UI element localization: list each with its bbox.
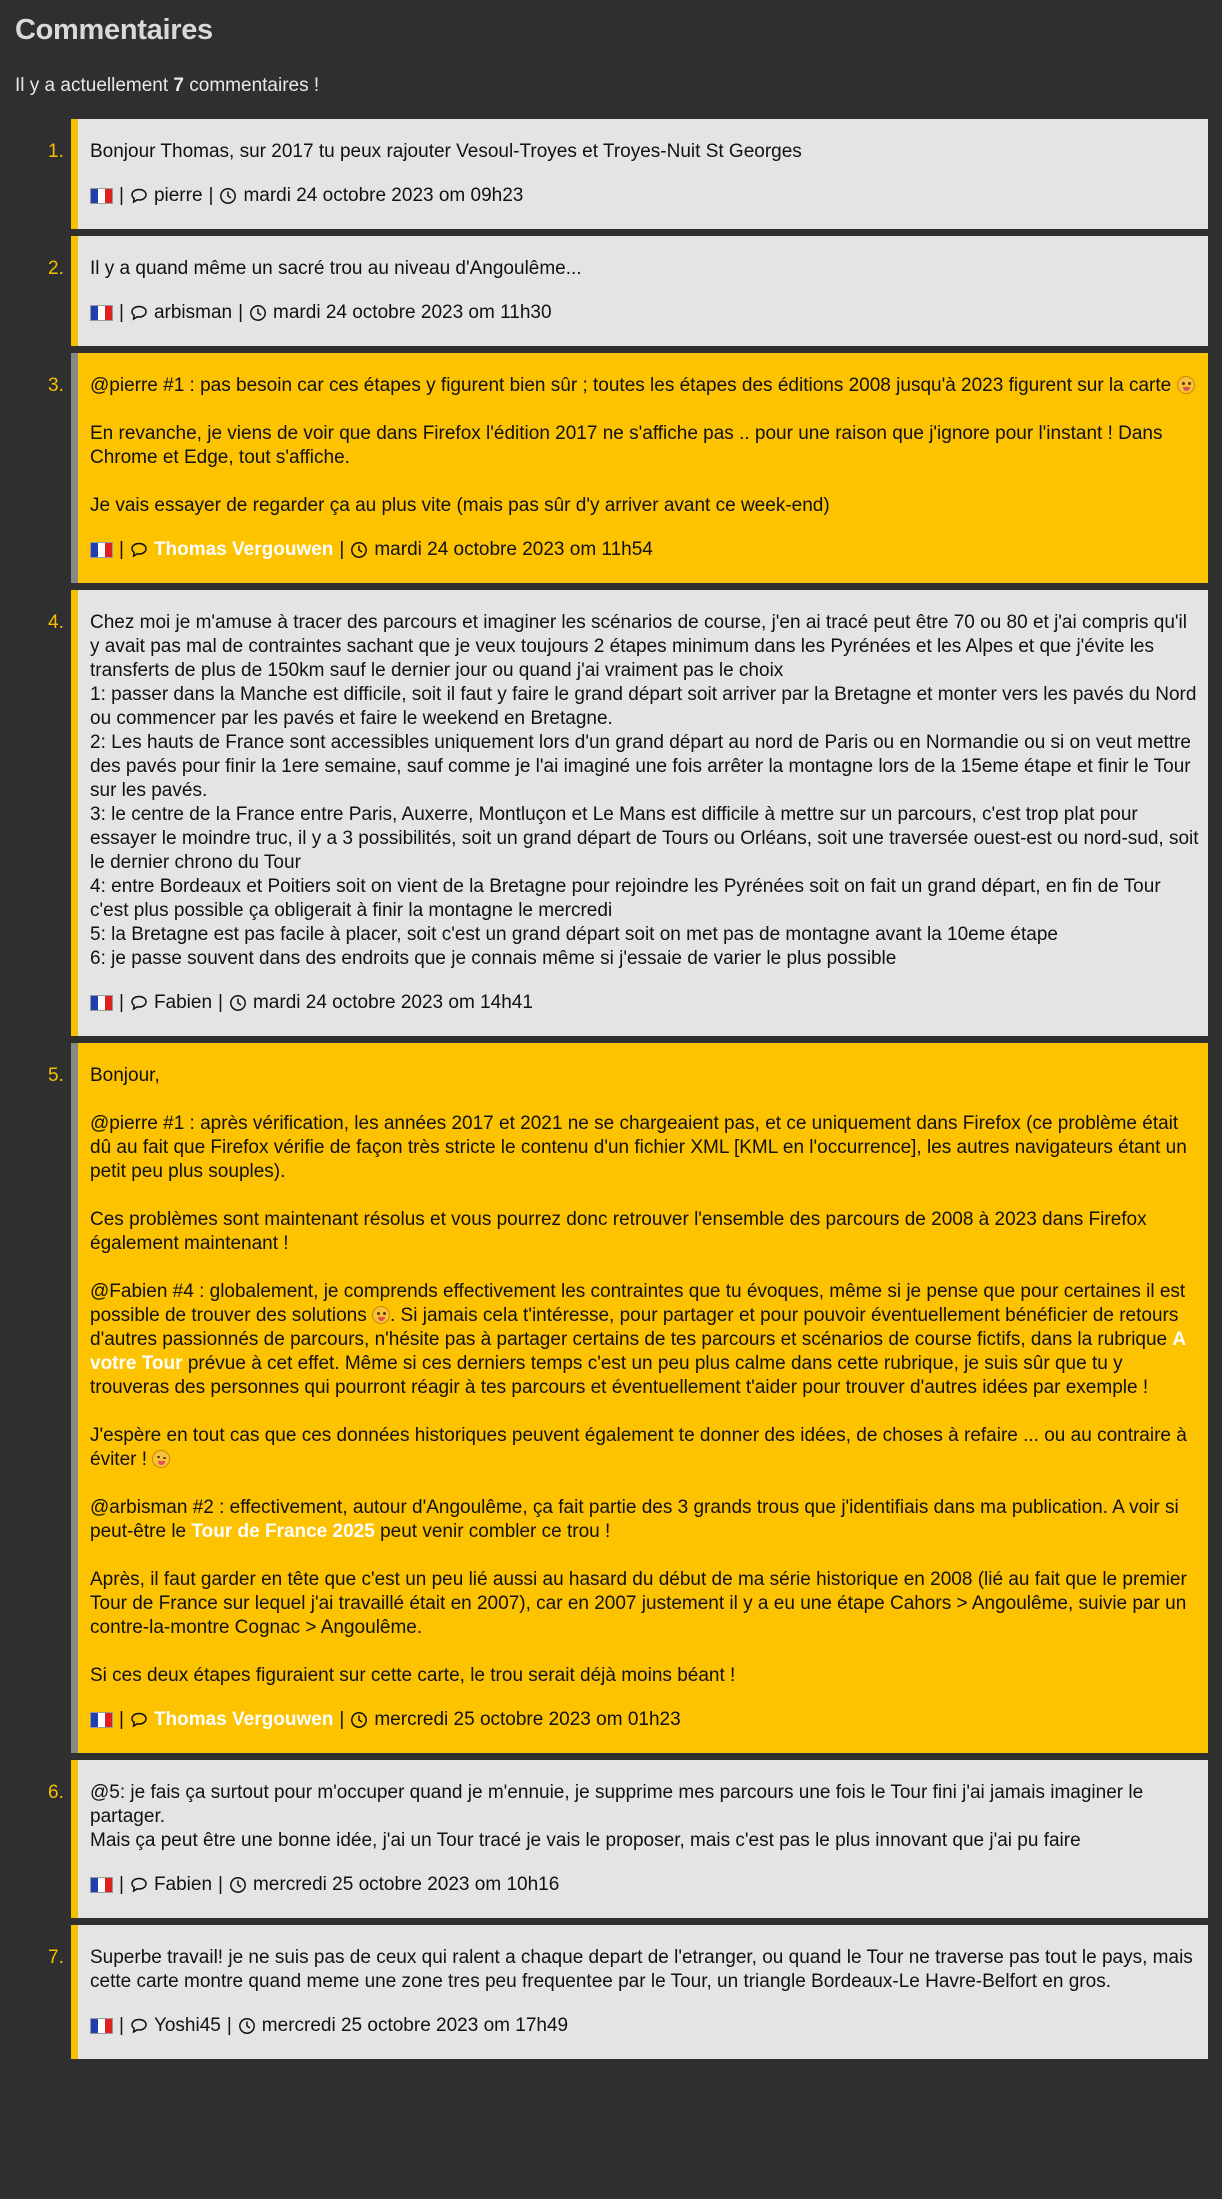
comment-item — [48, 236, 1208, 346]
clock-icon — [219, 187, 237, 205]
france-flag-icon — [90, 305, 113, 321]
comment-date: mardi 24 octobre 2023 om 11h54 — [374, 539, 653, 560]
comment-meta: | Thomas Vergouwen | mercredi 25 octobre 2023 om 01h23 — [90, 1708, 1200, 1732]
comment-date: mercredi 25 octobre 2023 om 01h23 — [374, 1709, 681, 1730]
comment-text — [90, 140, 1200, 164]
comment-number: 1. — [48, 141, 64, 162]
comment-paragraph: @pierre #1 : après vérification, les années 2017 et 2021 ne se chargeaient pas, et ce uniquement dans Firefox (ce problème était dû au fait que Firefox vérifie de façon très stricte le contenu d'un fichier XML [KML en l'occurrence], les autres navigateurs étant un petit peu plus souples). — [90, 1113, 1187, 1182]
count-prefix: Il y a actuellement — [15, 75, 169, 96]
wink-smiley-icon — [152, 1450, 170, 1468]
comment-meta: | Thomas Vergouwen | mardi 24 octobre 2023 om 11h54 — [90, 538, 1200, 562]
comment-text — [90, 257, 1200, 281]
comment-paragraph: Bonjour Thomas, sur 2017 tu peux rajouter Vesoul-Troyes et Troyes-Nuit St Georges — [90, 141, 802, 162]
comment-number: 6. — [48, 1782, 64, 1803]
section-title: Commentaires — [15, 14, 213, 46]
france-flag-icon — [90, 188, 113, 204]
comment-item — [48, 1760, 1208, 1918]
comment-meta: | Fabien | mercredi 25 octobre 2023 om 10h16 — [90, 1873, 1200, 1897]
comment-count-line — [15, 75, 1222, 97]
comment-paragraph: @arbisman #2 : effectivement, autour d'Angoulême, ça fait partie des 3 grands trous que j'identifiais dans ma publication. A voir si peut-être le Tour de France 2025 peut venir combler ce trou ! — [90, 1497, 1179, 1542]
clock-icon — [238, 2017, 256, 2035]
comment-item-author — [48, 1043, 1208, 1753]
comment-paragraph: Si ces deux étapes figuraient sur cette carte, le trou serait déjà moins béant ! — [90, 1665, 736, 1686]
comment-paragraph: Chez moi je m'amuse à tracer des parcours et imaginer les scénarios de course, j'en ai tracé peut être 70 ou 80 et j'ai compris qu'il y avait pas mal de contraintes sachant que je veux toujours 2 étapes minimum dans les Pyrénées et les Alpes et que j'évite les transferts de plus de 150km sauf le dernier jour ou quand j'ai vraiment pas le choix 1: passer dans la Manche est difficile, soit il faut y faire le grand départ soit arriver par la Bretagne et monter vers les pavés du Nord ou commencer par les pavés et faire le weekend en Bretagne. 2: Les hauts de France sont accessibles uniquement lors d'un grand départ au nord de Paris ou en Normandie ou si on veut mettre des pavés pour finir la 1ere semaine, sauf comme je l'ai imaginé une fois arrêter la montagne lors de la 15eme étape et finir le Tour sur les pavés. 3: le centre de la France entre Paris, Auxerre, Montluçon et Le Mans est difficile à mettre sur un parcours, c'est trop plat pour essayer le moindre truc, il y a 3 possibilités, soit un grand départ de Tours ou Orléans, soit une traversée ouest-est ou nord-sud, soit le dernier chrono du Tour 4: entre Bordeaux et Poitiers soit on vient de la Bretagne pour rejoindre les Pyrénées soit on fait un grand départ, en fin de Tour c'est plus possible ça obligerait à finir la montagne le mercredi 5: la Bretagne est pas facile à placer, soit c'est un grand départ soit on met pas de montagne avant la 10eme étape 6: je passe souvent dans des endroits que je connais même si j'essaie de varier le plus possible — [90, 612, 1199, 969]
comment-text — [90, 374, 1200, 518]
smiley-icon — [372, 1306, 390, 1324]
comment-author: pierre — [153, 185, 203, 206]
clock-icon — [350, 541, 368, 559]
speech-bubble-icon — [130, 541, 148, 559]
comment-author: Yoshi45 — [153, 2015, 221, 2036]
comment-author: arbisman — [153, 302, 233, 323]
comment-date: mardi 24 octobre 2023 om 09h23 — [243, 185, 524, 206]
comment-text — [90, 1064, 1200, 1688]
comment-meta: | Yoshi45 | mercredi 25 octobre 2023 om 17h49 — [90, 2014, 1200, 2038]
comment-text — [90, 611, 1200, 971]
comment-paragraph: Ces problèmes sont maintenant résolus et vous pourrez donc retrouver l'ensemble des parcours de 2008 à 2023 dans Firefox également maintenant ! — [90, 1209, 1147, 1254]
comment-paragraph: Bonjour, — [90, 1065, 160, 1086]
comment-paragraph: J'espère en tout cas que ces données historiques peuvent également te donner des idées, de choses à refaire ... ou au contraire à éviter ! — [90, 1425, 1187, 1470]
speech-bubble-icon — [130, 304, 148, 322]
comment-paragraph: @pierre #1 : pas besoin car ces étapes y figurent bien sûr ; toutes les étapes des éditions 2008 jusqu'à 2023 figurent sur la carte — [90, 374, 1200, 398]
france-flag-icon — [90, 995, 113, 1011]
comment-text — [90, 1946, 1200, 1994]
comment-meta: | Fabien | mardi 24 octobre 2023 om 14h41 — [90, 991, 1200, 1015]
speech-bubble-icon — [130, 1876, 148, 1894]
comment-date: mercredi 25 octobre 2023 om 17h49 — [261, 2015, 569, 2036]
comment-paragraph: @5: je fais ça surtout pour m'occuper quand je m'ennuie, je supprime mes parcours une fois le Tour fini j'ai jamais imaginer le partager. Mais ça peut être une bonne idée, j'ai un Tour tracé je vais le proposer, mais c'est pas le plus innovant que j'ai pu faire — [90, 1782, 1144, 1851]
comment-list — [15, 119, 1208, 2059]
comment-item — [48, 1925, 1208, 2059]
speech-bubble-icon — [130, 1711, 148, 1729]
comment-author: Thomas Vergouwen — [153, 1709, 334, 1730]
comment-item — [48, 119, 1208, 229]
comment-date: mercredi 25 octobre 2023 om 10h16 — [252, 1874, 560, 1895]
clock-icon — [249, 304, 267, 322]
france-flag-icon — [90, 542, 113, 558]
comment-paragraph: Je vais essayer de regarder ça au plus vite (mais pas sûr d'y arriver avant ce week-end) — [90, 495, 830, 516]
comment-count: 7 — [173, 75, 184, 96]
tour-de-france-2025-link[interactable]: Tour de France 2025 — [191, 1521, 375, 1542]
comment-date: mardi 24 octobre 2023 om 11h30 — [273, 302, 552, 323]
comment-date: mardi 24 octobre 2023 om 14h41 — [252, 992, 533, 1013]
speech-bubble-icon — [130, 187, 148, 205]
comment-number: 2. — [48, 258, 64, 279]
comment-paragraph: @Fabien #4 : globalement, je comprends effectivement les contraintes que tu évoques, même si je pense que pour certaines il est possible de trouver des solutions . Si jamais cela t'intéresse, pour partager et pour pouvoir éventuellement bénéficier de retours d'autres passionnés de parcours, n'hésite pas à partager certains de tes parcours et scénarios de course fictifs, dans la rubrique A votre Tour prévue à cet effet. Même si ces derniers temps c'est un peu plus calme dans cette rubrique, je suis sûr que tu y trouveras des personnes qui pourront réagir à tes parcours et éventuellement t'aider pour trouver d'autres idées par exemple ! — [90, 1281, 1186, 1398]
comment-number: 3. — [48, 375, 64, 396]
comment-meta: | arbisman | mardi 24 octobre 2023 om 11h30 — [90, 301, 1200, 325]
comment-author: Thomas Vergouwen — [153, 539, 334, 560]
speech-bubble-icon — [130, 2017, 148, 2035]
comment-number: 7. — [48, 1947, 64, 1968]
comment-meta: | pierre | mardi 24 octobre 2023 om 09h23 — [90, 184, 1200, 208]
clock-icon — [350, 1711, 368, 1729]
speech-bubble-icon — [130, 994, 148, 1012]
comment-number: 4. — [48, 612, 64, 633]
comment-paragraph: Il y a quand même un sacré trou au niveau d'Angoulême... — [90, 258, 582, 279]
clock-icon — [229, 994, 247, 1012]
comment-number: 5. — [48, 1065, 64, 1086]
clock-icon — [229, 1876, 247, 1894]
comment-author: Fabien — [153, 1874, 213, 1895]
count-suffix: commentaires ! — [189, 75, 320, 96]
comment-item-author — [48, 353, 1208, 583]
smiley-icon — [1177, 376, 1195, 394]
france-flag-icon — [90, 1877, 113, 1893]
comment-item — [48, 590, 1208, 1036]
a-votre-tour-link[interactable]: A votre Tour — [90, 1329, 1186, 1374]
france-flag-icon — [90, 2018, 113, 2034]
comment-author: Fabien — [153, 992, 213, 1013]
comment-text — [90, 1781, 1200, 1853]
comment-paragraph: Après, il faut garder en tête que c'est un peu lié aussi au hasard du début de ma série historique en 2008 (lié au fait que le premier Tour de France sur lequel j'ai travaillé était en 2007), car en 2007 justement il y a eu une étape Cahors > Angoulême, suivie par un contre-la-montre Cognac > Angoulême. — [90, 1569, 1187, 1638]
comment-paragraph: En revanche, je viens de voir que dans Firefox l'édition 2017 ne s'affiche pas .. pour une raison que j'ignore pour l'instant ! Dans Chrome et Edge, tout s'affiche. — [90, 423, 1163, 468]
france-flag-icon — [90, 1712, 113, 1728]
comment-paragraph: Superbe travail! je ne suis pas de ceux qui ralent a chaque depart de l'etranger, ou quand le Tour ne traverse pas tout le pays, mais cette carte montre quand meme une zone tres peu frequentee par le Tour, un triangle Bordeaux-Le Havre-Belfort en gros. — [90, 1947, 1193, 1992]
